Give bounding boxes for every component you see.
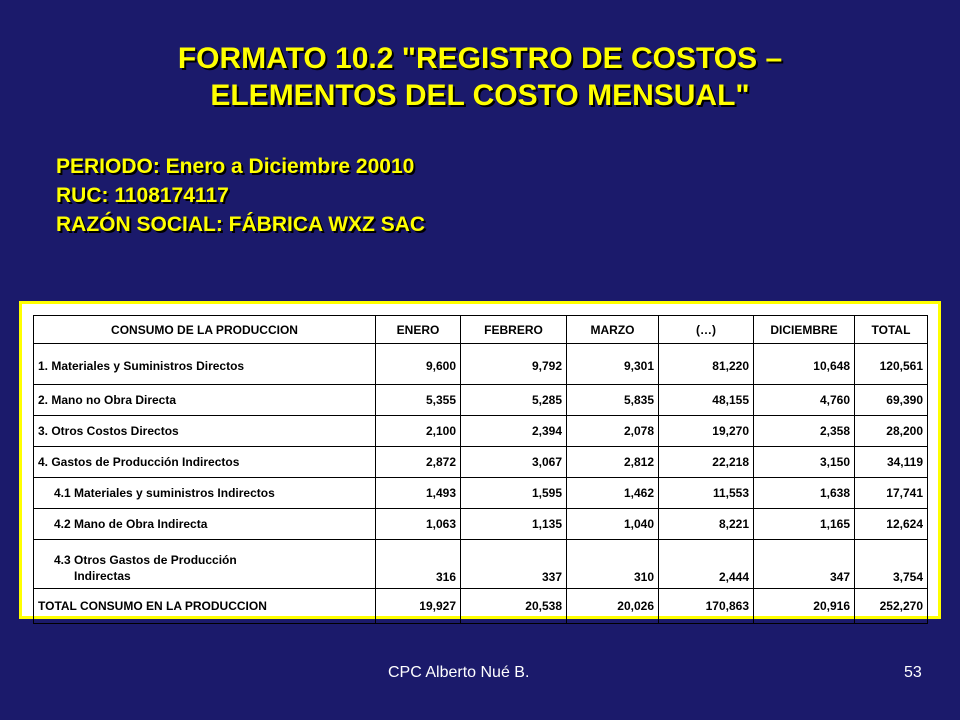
cell-marzo: 20,026 (567, 589, 659, 624)
header-marzo: MARZO (567, 316, 659, 344)
row-label: 1. Materiales y Suministros Directos (34, 344, 376, 385)
cost-table-frame (19, 301, 941, 619)
cell-enero: 5,355 (376, 385, 461, 416)
cell-diciembre: 347 (754, 540, 855, 589)
cell-febrero: 337 (461, 540, 567, 589)
cell-ellipsis: 81,220 (659, 344, 754, 385)
header-enero: ENERO (376, 316, 461, 344)
cell-febrero: 1,135 (461, 509, 567, 540)
row-label: 4. Gastos de Producción Indirectos (34, 447, 376, 478)
cell-marzo: 2,812 (567, 447, 659, 478)
cell-total: 17,741 (855, 478, 928, 509)
ruc-text: RUC: 1108174117 (56, 184, 229, 207)
cost-table (33, 315, 928, 624)
cell-febrero: 5,285 (461, 385, 567, 416)
table-row (34, 344, 928, 385)
cell-diciembre: 1,165 (754, 509, 855, 540)
cell-marzo: 310 (567, 540, 659, 589)
table-total-row (34, 589, 928, 624)
cell-marzo: 1,462 (567, 478, 659, 509)
cell-ellipsis: 19,270 (659, 416, 754, 447)
row-label: 3. Otros Costos Directos (34, 416, 376, 447)
title-line-2: ELEMENTOS DEL COSTO MENSUAL" (210, 79, 750, 112)
cell-febrero: 2,394 (461, 416, 567, 447)
table-header-row (34, 316, 928, 344)
header-consumo: CONSUMO DE LA PRODUCCION (34, 316, 376, 344)
cell-marzo: 1,040 (567, 509, 659, 540)
cell-enero: 1,063 (376, 509, 461, 540)
report-header-info (56, 152, 425, 239)
cell-enero: 2,872 (376, 447, 461, 478)
row-label-line-1: 4.3 Otros Gastos de Producción (54, 553, 237, 567)
cell-enero: 2,100 (376, 416, 461, 447)
cell-ellipsis: 170,863 (659, 589, 754, 624)
slide-title (60, 40, 900, 114)
cell-marzo: 2,078 (567, 416, 659, 447)
row-label-line-2: Indirectas (74, 569, 131, 583)
cell-febrero: 3,067 (461, 447, 567, 478)
cell-ellipsis: 22,218 (659, 447, 754, 478)
table-row (34, 416, 928, 447)
cell-total: 28,200 (855, 416, 928, 447)
cell-febrero: 20,538 (461, 589, 567, 624)
table-row (34, 509, 928, 540)
header-diciembre: DICIEMBRE (754, 316, 855, 344)
table-row (34, 540, 928, 589)
cell-ellipsis: 2,444 (659, 540, 754, 589)
row-label (34, 540, 376, 589)
header-total: TOTAL (855, 316, 928, 344)
cell-enero: 1,493 (376, 478, 461, 509)
header-ellipsis: (…) (659, 316, 754, 344)
title-line-1: FORMATO 10.2 "REGISTRO DE COSTOS – (177, 42, 783, 75)
cell-diciembre: 2,358 (754, 416, 855, 447)
cell-marzo: 9,301 (567, 344, 659, 385)
cell-ellipsis: 8,221 (659, 509, 754, 540)
periodo-text: PERIODO: Enero a Diciembre 20010 (56, 155, 415, 178)
page-number: 53 (904, 664, 922, 681)
footer-author: CPC Alberto Nué B. (388, 664, 530, 681)
cell-febrero: 1,595 (461, 478, 567, 509)
cell-diciembre: 10,648 (754, 344, 855, 385)
cell-enero: 9,600 (376, 344, 461, 385)
cell-ellipsis: 48,155 (659, 385, 754, 416)
row-label: TOTAL CONSUMO EN LA PRODUCCION (34, 589, 376, 624)
row-label: 4.2 Mano de Obra Indirecta (34, 509, 376, 540)
cell-enero: 316 (376, 540, 461, 589)
cell-total: 69,390 (855, 385, 928, 416)
cell-total: 252,270 (855, 589, 928, 624)
cell-ellipsis: 11,553 (659, 478, 754, 509)
row-label: 4.1 Materiales y suministros Indirectos (34, 478, 376, 509)
cell-diciembre: 4,760 (754, 385, 855, 416)
header-febrero: FEBRERO (461, 316, 567, 344)
table-row (34, 385, 928, 416)
cell-diciembre: 3,150 (754, 447, 855, 478)
cell-diciembre: 20,916 (754, 589, 855, 624)
cell-febrero: 9,792 (461, 344, 567, 385)
cell-total: 120,561 (855, 344, 928, 385)
cell-total: 12,624 (855, 509, 928, 540)
table-row (34, 478, 928, 509)
cell-total: 3,754 (855, 540, 928, 589)
cell-total: 34,119 (855, 447, 928, 478)
cell-enero: 19,927 (376, 589, 461, 624)
cell-marzo: 5,835 (567, 385, 659, 416)
razon-social-text: RAZÓN SOCIAL: FÁBRICA WXZ SAC (56, 213, 426, 236)
table-row (34, 447, 928, 478)
cell-diciembre: 1,638 (754, 478, 855, 509)
row-label: 2. Mano no Obra Directa (34, 385, 376, 416)
